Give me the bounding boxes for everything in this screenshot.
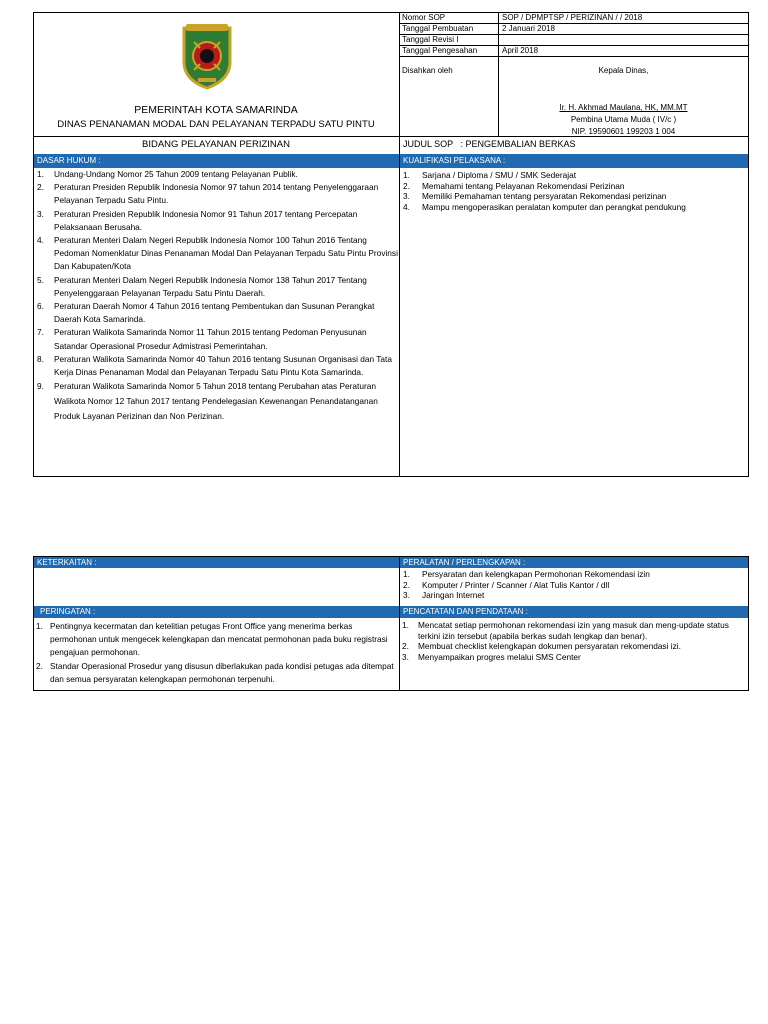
- meta-label: Tanggal Pembuatan: [402, 24, 474, 33]
- equipment-list: [400, 569, 748, 601]
- meta-value: SOP / DPMPTSP / PERIZINAN / / 2018: [502, 13, 643, 22]
- records-section: [400, 620, 748, 662]
- meta-table: [399, 12, 749, 56]
- legal-basis-section: [34, 168, 398, 424]
- list-item: 2. Memahami tentang Pelayanan Rekomendasi Perizinan: [403, 180, 625, 191]
- qualification-header: KUALIFIKASI PELAKSANA :: [400, 154, 748, 168]
- warning-section: [34, 620, 398, 686]
- records-header: PENCATATAN DAN PENDATAAN :: [400, 606, 748, 618]
- signatory-nip: NIP. 19590601 199203 1 004: [571, 127, 676, 136]
- meta-value: 2 Januari 2018: [502, 24, 555, 33]
- org-name: PEMERINTAH KOTA SAMARINDA: [134, 104, 298, 116]
- division-title: BIDANG PELAYANAN PERIZINAN: [142, 139, 290, 150]
- linkage-header: KETERKAITAN :: [34, 557, 399, 568]
- org-department: DINAS PENANAMAN MODAL DAN PELAYANAN TERPADU SATU PINTU: [57, 119, 375, 130]
- warning-header: PERINGATAN :: [34, 606, 399, 618]
- sop-title-key: JUDUL SOP: [403, 139, 454, 149]
- warning-list: [34, 620, 398, 686]
- list-item: 4. Mampu mengoperasikan peralatan komputer dan perangkat pendukung: [403, 201, 686, 212]
- list-item: 3. Peraturan Presiden Republik Indonesia Nomor 91 Tahun 2017 tentang Percepatan Pelaksanaan Berusaha.: [37, 208, 358, 232]
- list-item: 2. Membuat checklist kelengkapan dokumen persyaratan rekomendasi izi.: [402, 641, 681, 651]
- list-item: 2. Peraturan Presiden Republik Indonesia Nomor 97 tahun 2014 tentang Penyelenggaraan Pelayanan Terpadu Satu Pintu.: [37, 182, 379, 206]
- list-item: 5. Peraturan Menteri Dalam Negeri Republik Indonesia Nomor 138 Tahun 2017 Tentang Penyelenggaraan Pelayanan Terpadu Satu Pintu Daerah.: [37, 274, 367, 298]
- list-item: 1. Sarjana / Diploma / SMU / SMK Sederajat: [403, 170, 577, 180]
- meta-label: Tanggal Revisi I: [402, 35, 459, 44]
- equipment-header: PERALATAN / PERLENGKAPAN :: [400, 557, 748, 568]
- signatory-rank: Pembina Utama Muda ( IV/c ): [570, 115, 677, 124]
- list-item: 7. Peraturan Walikota Samarinda Nomor 11 Tahun 2015 tentang Pedoman Penyusunan Satandar Operasional Prosedur Admistrasi Pemerintahan.: [37, 327, 367, 351]
- column-divider: [399, 12, 400, 477]
- records-list: [400, 620, 748, 662]
- list-item: 3. Jaringan Internet: [403, 590, 485, 600]
- list-item: 1. Pentingnya kecermatan dan ketelitian petugas Front Office yang menerima berkas permohonan untuk mengecek kelengkapan dan mencatat permohonan pada buku registrasi pengajuan permohonan.: [36, 621, 388, 658]
- sop-title-value: : PENGEMBALIAN BERKAS: [453, 139, 576, 149]
- list-item: 1. Persyaratan dan kelengkapan Permohonan Rekomendasi izin: [403, 569, 650, 579]
- list-item: 8. Peraturan Walikota Samarinda Nomor 40 Tahun 2016 tentang Susunan Organisasi dan Tata Kerja Dinas Penanaman Modal dan Pelayanan Terpadu Satu Pintu Kota Samarinda.: [37, 353, 392, 378]
- list-item: 3. Menyampaikan progres melalui SMS Center: [402, 651, 581, 662]
- qualification-section: [400, 170, 748, 212]
- list-item: 1. Undang-Undang Nomor 25 Tahun 2009 tentang Pelayanan Publik.: [37, 169, 298, 179]
- signatory-title: Kepala Dinas,: [598, 66, 649, 75]
- list-item: 9. Peraturan Walikota Samarinda Nomor 5 Tahun 2018 tentang Perubahan atas Peraturan Walikota Nomor 12 Tahun 2017 tentang Pendelegasian Kewenangan Penandatanganan Produk Layanan Perizinan dan Non Perizinan.: [37, 381, 378, 422]
- meta-label: Nomor SOP: [402, 13, 446, 22]
- meta-row: [399, 45, 749, 57]
- list-item: 2. Komputer / Printer / Scanner / Alat Tulis Kantor / dll: [403, 579, 610, 590]
- qualification-list: [400, 170, 748, 212]
- signatory-name: Ir. H. Akhmad Maulana, HK, MM.MT: [559, 103, 688, 112]
- legal-basis-list: [34, 168, 398, 424]
- list-item: 2. Standar Operasional Prosedur yang disusun diberlakukan pada kondisi petugas ada ditempat dan semua persyaratan kelengkapan permohonan terpenuhi.: [36, 660, 394, 684]
- approved-by-label: Disahkan oleh: [402, 66, 453, 75]
- meta-label: Tanggal Pengesahan: [402, 46, 478, 55]
- list-item: 4. Peraturan Menteri Dalam Negeri Republik Indonesia Nomor 100 Tahun 2016 Tentang Pedoman Nomenklatur Dinas Penanaman Modal Dan Pelayanan Terpadu Satu Pintu Provinsi Dan Kabupaten/Kota: [37, 235, 398, 272]
- list-item: 1. Mencatat setiap permohonan rekomendasi izin yang masuk dan meng-update status terkini izin tersebut (apabila berkas sudah lengkap dan benar).: [402, 620, 729, 641]
- meta-value: April 2018: [502, 46, 539, 55]
- list-item: 6. Peraturan Daerah Nomor 4 Tahun 2016 tentang Pembentukan dan Susunan Perangkat Daerah Kota Samarinda.: [37, 301, 375, 325]
- list-item: 3. Memiliki Pemahaman tentang persyaratan Rekomendasi perizinan: [403, 191, 667, 201]
- equipment-section: [400, 569, 748, 601]
- logo-emblem: [180, 22, 234, 90]
- legal-basis-header: DASAR HUKUM :: [34, 154, 399, 168]
- sop-title-label: [403, 138, 576, 151]
